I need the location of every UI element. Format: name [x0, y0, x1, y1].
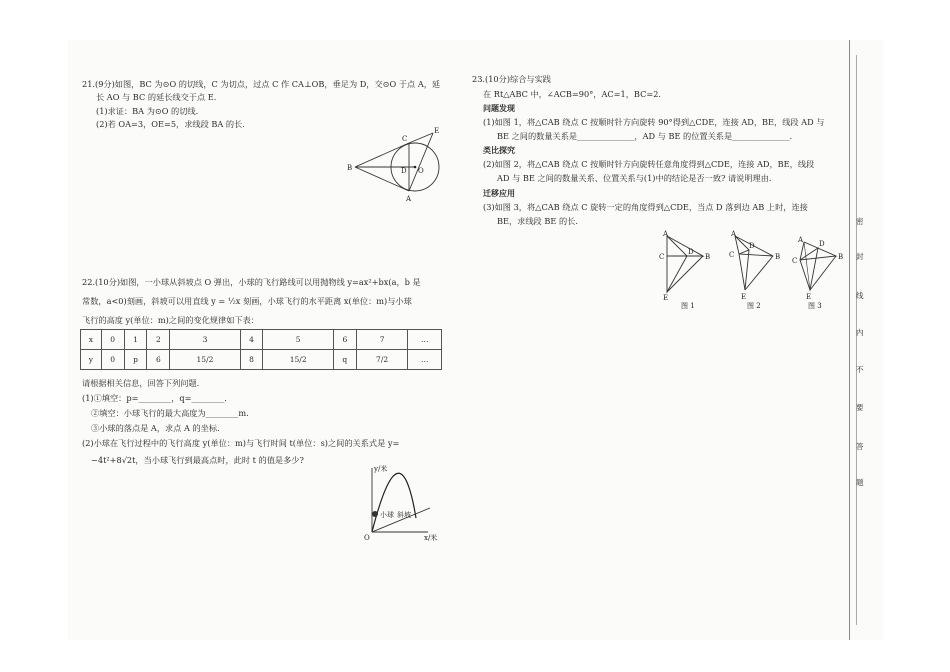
table-cell: 3 [170, 330, 240, 350]
label-c: C [402, 135, 408, 143]
q23-section-application: 迁移应用 [483, 189, 515, 198]
table-cell: 8 [240, 350, 263, 370]
table-cell: … [408, 350, 442, 370]
table-cell: 15/2 [170, 350, 240, 370]
table-cell: 7 [356, 330, 408, 350]
table-cell: 4 [240, 330, 263, 350]
q22-part2-line2: −4t²+8√2t，当小球飞行到最高点时，此时 t 的值是多少? [91, 455, 304, 465]
q23-given: 在 Rt△ABC 中，∠ACB=90°，AC=1，BC=2. [483, 89, 662, 99]
binding-char: 线 [856, 291, 864, 300]
q23-section-discovery: 问题发现 [483, 104, 515, 113]
q23-part2-line2: AD 与 BE 之间的数量关系、位置关系与(1)中的结论是否一致? 请说明理由. [497, 173, 772, 183]
q21-part1: (1)求证：BA 为⊙O 的切线. [96, 106, 199, 116]
label-slope: 斜坡 [397, 511, 411, 519]
table-cell: 0 [101, 330, 124, 350]
fig3-label-e: E [806, 293, 812, 301]
q22-line3: 飞行的高度 y(单位：m)之间的变化规律如下表： [82, 315, 259, 325]
fig2-label-e: E [741, 293, 747, 301]
binding-char: 题 [856, 478, 864, 487]
fig1-label-d: D [688, 248, 694, 256]
q23-figure-1 [655, 230, 715, 312]
q22-part1a: (1)①填空：p=________，q=________. [82, 393, 227, 403]
fig3-label-b: B [838, 253, 844, 261]
fig1-label-b: B [705, 253, 711, 261]
q21-figure [345, 125, 455, 205]
fig3-label-c: C [792, 257, 798, 265]
binding-char: 不 [856, 365, 864, 374]
q21-line2: 长 AO 与 BC 的延长线交于点 E. [96, 92, 217, 102]
table-cell: 5 [263, 330, 333, 350]
table-cell: 7/2 [356, 350, 408, 370]
label-b: B [347, 164, 353, 172]
label-ball: 小球 [380, 511, 394, 519]
q23-section-analogy: 类比探究 [483, 146, 515, 155]
table-cell: x [81, 330, 102, 350]
q22-value-table [80, 329, 442, 370]
q23-figure-3 [790, 232, 850, 312]
table-row-y [81, 350, 442, 370]
q23-part3-line2: BE，求线段 BE 的长. [497, 216, 578, 226]
table-cell: … [408, 330, 442, 350]
label-o: O [418, 167, 424, 175]
binding-char: 密 [856, 217, 864, 226]
fig1-label-a: A [663, 230, 669, 238]
q21-line1: 21.(9分)如图，BC 为⊙O 的切线，C 为切点，过点 C 作 CA⊥OB，垂足为 D，交⊙O 于点 A，延 [82, 79, 441, 89]
fig2-caption: 图 2 [747, 302, 761, 310]
binding-char: 答 [856, 442, 864, 451]
fig3-caption: 图 3 [808, 302, 822, 310]
q23-title: 23.(10分)综合与实践 [472, 74, 551, 84]
q22-part1c: ③小球的落点是 A，求点 A 的坐标. [91, 423, 220, 433]
binding-char: 要 [856, 403, 864, 412]
q23-part3-line1: (3)如图 3，将△CAB 绕点 C 旋转一定的角度得到△CDE，当点 D 落到边 AB 上时，连接 [483, 202, 808, 212]
q22-part1b: ②填空：小球飞行的最大高度为________m. [91, 408, 249, 418]
table-row-x [81, 330, 442, 350]
label-origin: O [364, 534, 370, 542]
label-y-axis: y/米 [374, 465, 388, 473]
fig3-label-d: D [819, 240, 825, 248]
table-cell: 2 [147, 330, 170, 350]
binding-char: 内 [856, 328, 864, 337]
table-cell: 6 [147, 350, 170, 370]
binding-char: 封 [856, 252, 864, 261]
q22-part2-line1: (2)小球在飞行过程中的飞行高度 y(单位：m)与飞行时间 t(单位：s)之间的关系式是 y= [82, 438, 400, 448]
q23-part1-line1: (1)如图 1，将△CAB 绕点 C 按顺时针方向旋转 90°得到△CDE，连接 AD，BE，线段 AD 与 [483, 117, 825, 127]
fig2-label-b: B [775, 253, 781, 261]
fig2-label-a: A [731, 230, 737, 238]
binding-margin [849, 40, 884, 640]
label-d: D [401, 167, 407, 175]
fig1-label-e: E [663, 294, 669, 302]
fig2-label-c: C [729, 251, 735, 259]
table-cell: 15/2 [263, 350, 333, 370]
q22-figure [362, 462, 452, 542]
table-cell: 1 [124, 330, 147, 350]
label-e: E [434, 127, 440, 135]
q23-figure-2 [725, 230, 785, 312]
fig1-caption: 图 1 [681, 302, 695, 310]
q23-part1-line2: BE 之间的数量关系是______________，AD 与 BE 的位置关系是______________. [497, 131, 793, 141]
q22-line1: 22.(10分)如图，一小球从斜坡点 O 弹出，小球的飞行路线可以用抛物线 y=ax²+bx(a，b 是 [82, 277, 421, 287]
fig2-label-d: D [749, 242, 755, 250]
q21-part2: (2)若 OA=3，OE=5，求线段 BA 的长. [96, 119, 245, 129]
table-cell: 6 [333, 330, 356, 350]
label-x-axis: x/米 [424, 534, 438, 542]
q22-instruction: 请根据相关信息，回答下列问题. [82, 378, 200, 388]
table-cell: 0 [101, 350, 124, 370]
label-a: A [406, 195, 412, 203]
table-cell: y [81, 350, 102, 370]
q23-part2-line1: (2)如图 2，将△CAB 绕点 C 按顺时针方向旋转任意角度得到△CDE，连接 AD，BE，线段 [483, 159, 815, 169]
q22-line2: 常数，a<0)刻画，斜坡可以用直线 y = ½x 刻画，小球飞行的水平距离 x(单位：m)与小球 [82, 296, 412, 306]
table-cell: p [124, 350, 147, 370]
fig1-label-c: C [659, 253, 665, 261]
fig3-label-a: A [798, 236, 804, 244]
table-cell: q [333, 350, 356, 370]
